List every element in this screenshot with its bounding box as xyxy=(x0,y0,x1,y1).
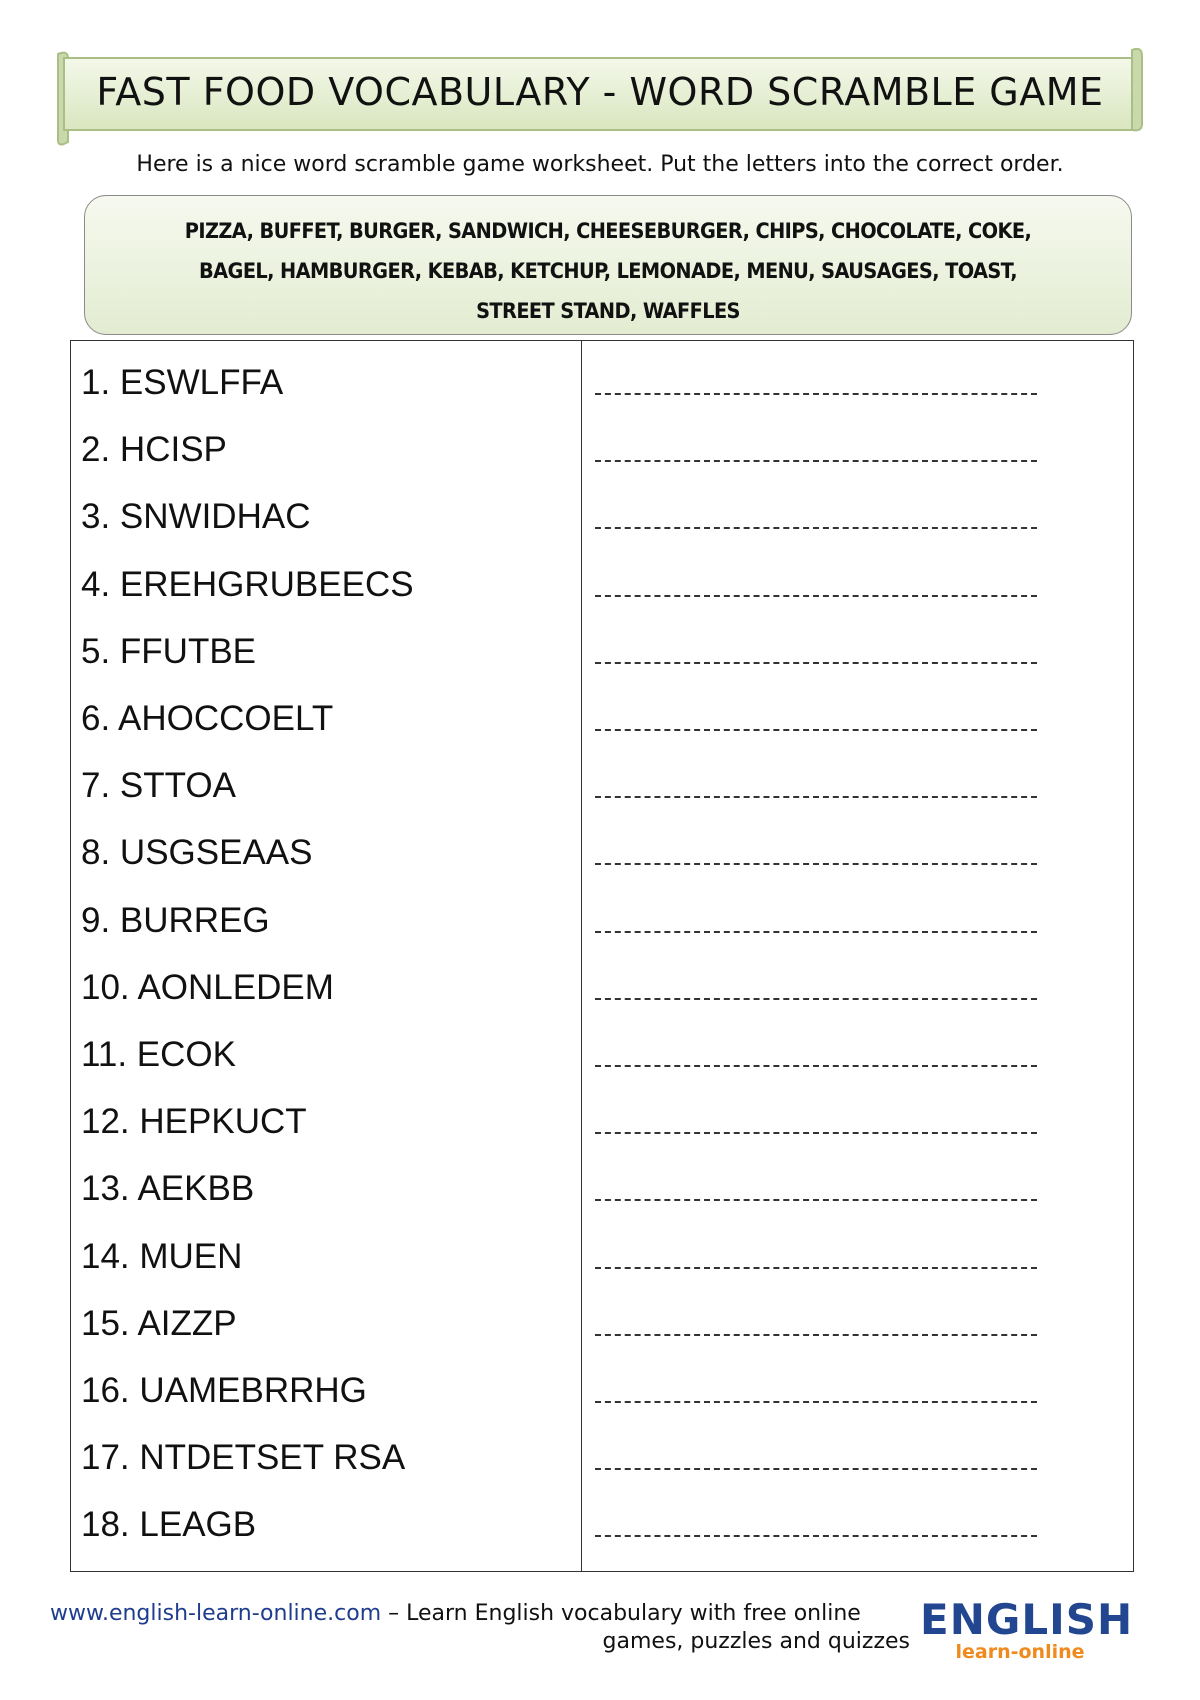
word-bank-box xyxy=(84,195,1132,335)
answer-blank[interactable] xyxy=(595,1065,1037,1067)
answer-blank[interactable] xyxy=(595,1401,1037,1403)
puzzle-row xyxy=(71,819,1133,886)
puzzle-row xyxy=(71,887,1133,954)
answer-blank[interactable] xyxy=(595,863,1037,865)
puzzle-row xyxy=(71,1491,1133,1558)
scrambled-word: 3. SNWIDHAC xyxy=(81,497,311,537)
instructions-text: Here is a nice word scramble game worksheet. Put the letters into the correct order. xyxy=(136,152,1064,177)
scrambled-word: 11. ECOK xyxy=(81,1035,236,1074)
puzzle-table xyxy=(70,340,1134,1572)
puzzle-row xyxy=(71,618,1133,685)
answer-blank[interactable] xyxy=(595,662,1037,664)
word-bank-line: STREET STAND, WAFFLES xyxy=(476,299,740,324)
puzzle-row xyxy=(71,1290,1133,1357)
scrambled-word: 17. NTDETSET RSA xyxy=(81,1438,406,1478)
scrambled-word: 7. STTOA xyxy=(81,766,236,806)
puzzle-row xyxy=(71,483,1133,550)
puzzle-row xyxy=(71,349,1133,416)
puzzle-row xyxy=(71,551,1133,618)
answer-blank[interactable] xyxy=(595,1535,1037,1537)
title-banner xyxy=(50,48,1150,148)
scrambled-word: 12. HEPKUCT xyxy=(81,1102,307,1142)
footer-tagline: – Learn English vocabulary with free online xyxy=(381,1601,861,1626)
answer-blank[interactable] xyxy=(595,796,1037,798)
answer-blank[interactable] xyxy=(595,1468,1037,1470)
footer-url-link[interactable]: www.english-learn-online.com xyxy=(50,1601,382,1626)
answer-blank[interactable] xyxy=(595,1267,1037,1269)
scrambled-word: 2. HCISP xyxy=(81,430,227,470)
word-bank-line: PIZZA, BUFFET, BURGER, SANDWICH, CHEESEBURGER, CHIPS, CHOCOLATE, COKE, xyxy=(184,219,1032,244)
answer-blank[interactable] xyxy=(595,998,1037,1000)
puzzle-row xyxy=(71,1155,1133,1222)
puzzle-row xyxy=(71,1223,1133,1290)
answer-blank[interactable] xyxy=(595,393,1037,395)
footer xyxy=(50,1600,910,1656)
scrambled-word: 6. AHOCCOELT xyxy=(81,699,334,738)
puzzle-row xyxy=(71,1021,1133,1088)
puzzle-row xyxy=(71,954,1133,1021)
scrambled-word: 16. UAMEBRRHG xyxy=(81,1371,367,1410)
puzzle-row xyxy=(71,416,1133,483)
scrambled-word: 14. MUEN xyxy=(81,1236,243,1276)
scrambled-word: 5. FFUTBE xyxy=(81,631,257,671)
scrambled-word: 13. AEKBB xyxy=(81,1169,255,1209)
word-bank-line: BAGEL, HAMBURGER, KEBAB, KETCHUP, LEMONADE, MENU, SAUSAGES, TOAST, xyxy=(199,259,1017,284)
scrambled-word: 15. AIZZP xyxy=(81,1303,237,1343)
footer-tagline-2: games, puzzles and quizzes xyxy=(602,1629,910,1654)
answer-blank[interactable] xyxy=(595,1132,1037,1134)
answer-blank[interactable] xyxy=(595,460,1037,462)
scrambled-word: 8. USGSEAAS xyxy=(81,833,313,873)
answer-blank[interactable] xyxy=(595,931,1037,933)
answer-blank[interactable] xyxy=(595,729,1037,731)
puzzle-row xyxy=(71,752,1133,819)
scrambled-word: 18. LEAGB xyxy=(81,1505,257,1545)
scrambled-word: 1. ESWLFFA xyxy=(81,363,284,402)
logo-sub-text: learn-online xyxy=(955,1641,1085,1663)
puzzle-row xyxy=(71,1088,1133,1155)
page-title: FAST FOOD VOCABULARY - WORD SCRAMBLE GAME xyxy=(96,70,1104,114)
puzzle-row xyxy=(71,1357,1133,1424)
scrambled-word: 10. AONLEDEM xyxy=(81,967,334,1007)
answer-blank[interactable] xyxy=(595,527,1037,529)
english-learn-online-logo xyxy=(920,1595,1134,1663)
puzzle-row xyxy=(71,1424,1133,1491)
scrambled-word: 9. BURREG xyxy=(81,900,270,940)
answer-blank[interactable] xyxy=(595,1334,1037,1336)
answer-blank[interactable] xyxy=(595,1199,1037,1201)
scrambled-word: 4. EREHGRUBEECS xyxy=(81,564,414,604)
puzzle-row xyxy=(71,685,1133,752)
logo-main-text: ENGLISH xyxy=(920,1595,1134,1644)
answer-blank[interactable] xyxy=(595,595,1037,597)
